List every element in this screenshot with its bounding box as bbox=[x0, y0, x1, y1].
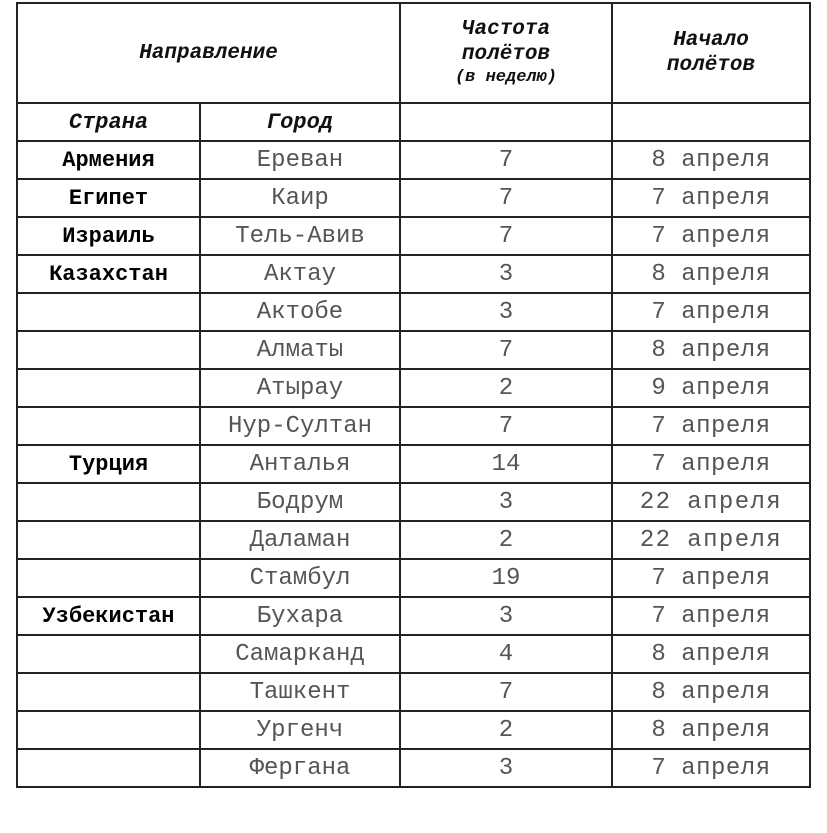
city-cell: Каир bbox=[200, 179, 400, 217]
frequency-cell: 3 bbox=[400, 255, 612, 293]
table-row bbox=[17, 673, 810, 711]
frequency-cell: 7 bbox=[400, 179, 612, 217]
start-header-line1: Начало bbox=[673, 29, 749, 52]
table-row bbox=[17, 597, 810, 635]
frequency-cell: 14 bbox=[400, 445, 612, 483]
start-date-cell: 8 апреля bbox=[612, 711, 810, 749]
city-header: Город bbox=[200, 103, 400, 141]
start-date-cell: 8 апреля bbox=[612, 331, 810, 369]
frequency-cell: 2 bbox=[400, 521, 612, 559]
table-row bbox=[17, 293, 810, 331]
city-cell: Анталья bbox=[200, 445, 400, 483]
start-date-cell: 7 апреля bbox=[612, 749, 810, 787]
country-cell bbox=[17, 711, 200, 749]
start-date-cell: 7 апреля bbox=[612, 559, 810, 597]
frequency-cell: 3 bbox=[400, 597, 612, 635]
flights-table bbox=[16, 2, 811, 788]
country-cell bbox=[17, 673, 200, 711]
table-row bbox=[17, 483, 810, 521]
city-cell: Актау bbox=[200, 255, 400, 293]
country-cell bbox=[17, 749, 200, 787]
start-date-cell: 7 апреля bbox=[612, 597, 810, 635]
start-date-cell: 8 апреля bbox=[612, 141, 810, 179]
frequency-header-line3: (в неделю) bbox=[454, 68, 558, 87]
start-date-cell: 7 апреля bbox=[612, 407, 810, 445]
frequency-cell: 3 bbox=[400, 749, 612, 787]
country-cell: Узбекистан bbox=[17, 597, 200, 635]
city-cell: Самарканд bbox=[200, 635, 400, 673]
table-row bbox=[17, 445, 810, 483]
table-row bbox=[17, 179, 810, 217]
country-cell bbox=[17, 635, 200, 673]
country-cell bbox=[17, 293, 200, 331]
city-cell: Нур-Султан bbox=[200, 407, 400, 445]
start-subheader-empty bbox=[612, 103, 810, 141]
start-date-cell: 9 апреля bbox=[612, 369, 810, 407]
start-header-line2: полётов bbox=[666, 54, 756, 77]
frequency-cell: 7 bbox=[400, 673, 612, 711]
country-cell: Израиль bbox=[17, 217, 200, 255]
frequency-cell: 3 bbox=[400, 293, 612, 331]
start-date-cell: 7 апреля bbox=[612, 445, 810, 483]
frequency-cell: 7 bbox=[400, 331, 612, 369]
city-cell: Алматы bbox=[200, 331, 400, 369]
frequency-cell: 2 bbox=[400, 369, 612, 407]
city-cell: Актобе bbox=[200, 293, 400, 331]
table-row bbox=[17, 217, 810, 255]
table-row bbox=[17, 331, 810, 369]
country-header: Страна bbox=[17, 103, 200, 141]
table-row bbox=[17, 559, 810, 597]
frequency-cell: 7 bbox=[400, 141, 612, 179]
frequency-cell: 2 bbox=[400, 711, 612, 749]
table-row bbox=[17, 635, 810, 673]
frequency-cell: 4 bbox=[400, 635, 612, 673]
start-date-cell: 8 апреля bbox=[612, 255, 810, 293]
frequency-subheader-empty bbox=[400, 103, 612, 141]
frequency-cell: 3 bbox=[400, 483, 612, 521]
city-cell: Бодрум bbox=[200, 483, 400, 521]
city-cell: Стамбул bbox=[200, 559, 400, 597]
table-row bbox=[17, 255, 810, 293]
city-cell: Фергана bbox=[200, 749, 400, 787]
city-cell: Ургенч bbox=[200, 711, 400, 749]
table-row bbox=[17, 711, 810, 749]
frequency-cell: 19 bbox=[400, 559, 612, 597]
frequency-cell: 7 bbox=[400, 407, 612, 445]
start-date-cell: 7 апреля bbox=[612, 179, 810, 217]
country-cell: Казахстан bbox=[17, 255, 200, 293]
frequency-header bbox=[400, 3, 612, 103]
country-cell bbox=[17, 559, 200, 597]
direction-header: Направление bbox=[17, 3, 400, 103]
subheader-row bbox=[17, 103, 810, 141]
start-date-cell: 22 апреля bbox=[612, 521, 810, 559]
city-cell: Бухара bbox=[200, 597, 400, 635]
frequency-header-line1: Частота bbox=[461, 18, 551, 41]
table-row bbox=[17, 521, 810, 559]
country-cell bbox=[17, 331, 200, 369]
frequency-header-line2: полётов bbox=[461, 43, 551, 66]
table-row bbox=[17, 407, 810, 445]
country-cell bbox=[17, 407, 200, 445]
start-date-cell: 7 апреля bbox=[612, 217, 810, 255]
city-cell: Даламан bbox=[200, 521, 400, 559]
city-cell: Атырау bbox=[200, 369, 400, 407]
table-row bbox=[17, 141, 810, 179]
country-cell bbox=[17, 483, 200, 521]
country-cell bbox=[17, 369, 200, 407]
start-date-cell: 8 апреля bbox=[612, 635, 810, 673]
start-date-cell: 7 апреля bbox=[612, 293, 810, 331]
city-cell: Ташкент bbox=[200, 673, 400, 711]
city-cell: Тель-Авив bbox=[200, 217, 400, 255]
start-header bbox=[612, 3, 810, 103]
country-cell bbox=[17, 521, 200, 559]
city-cell: Ереван bbox=[200, 141, 400, 179]
header-row bbox=[17, 3, 810, 103]
frequency-cell: 7 bbox=[400, 217, 612, 255]
country-cell: Египет bbox=[17, 179, 200, 217]
start-date-cell: 8 апреля bbox=[612, 673, 810, 711]
table-row bbox=[17, 749, 810, 787]
table-row bbox=[17, 369, 810, 407]
start-date-cell: 22 апреля bbox=[612, 483, 810, 521]
country-cell: Турция bbox=[17, 445, 200, 483]
country-cell: Армения bbox=[17, 141, 200, 179]
